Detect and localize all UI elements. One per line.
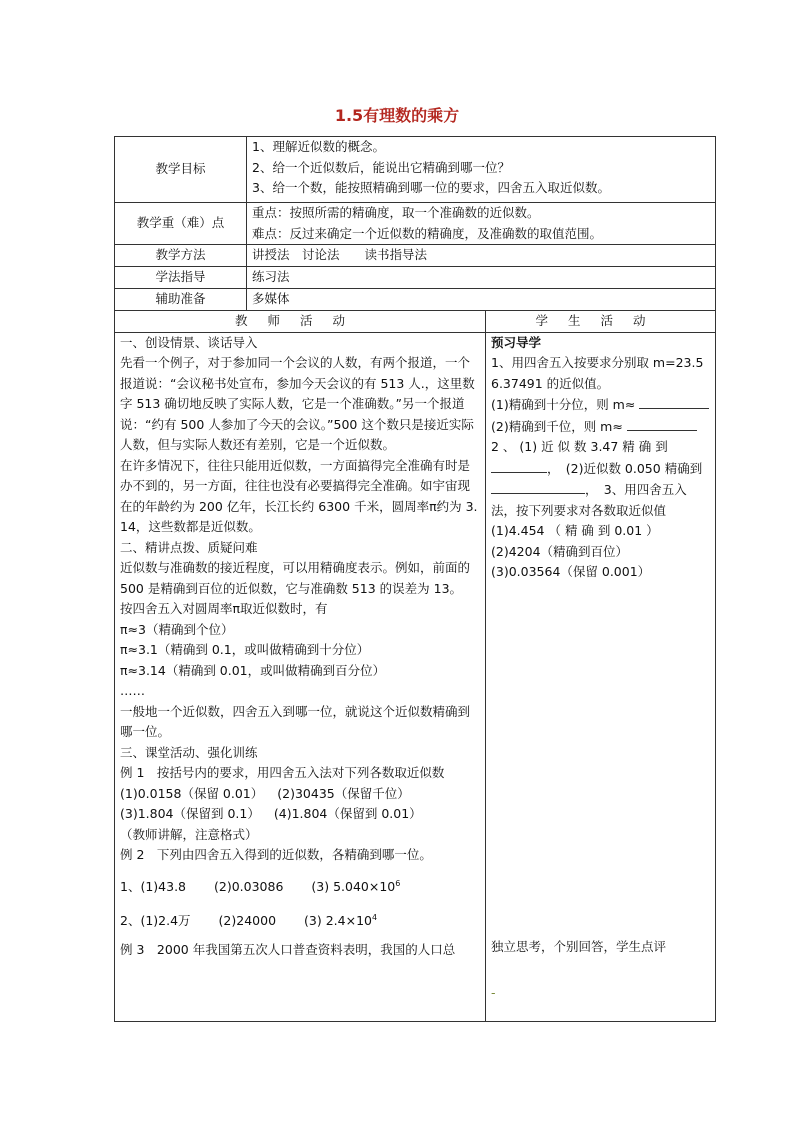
question-text: (2)精确到千位，则 m≈ — [491, 418, 623, 434]
row-key-points — [115, 203, 716, 245]
answer-blank[interactable] — [627, 416, 697, 431]
section-2-paragraph: 一般地一个近似数，四舍五入到哪一位，就说这个近似数精确到哪一位。 — [120, 703, 471, 739]
section-1-title: 一、创设情景、谈话导入 — [120, 334, 258, 350]
example-2-row — [120, 874, 480, 900]
question-1-a — [491, 394, 710, 416]
answer-blank[interactable] — [491, 458, 547, 473]
lesson-plan-table — [114, 136, 716, 1022]
question-text: 2 、 (1) 近 似 数 3.47 精 确 到 — [491, 439, 668, 454]
answer-blank[interactable] — [639, 394, 709, 409]
label-study-guide: 学法指导 — [115, 267, 247, 289]
example-1-note: （教师讲解，注意格式） — [120, 826, 258, 842]
question-3-item: (3)0.03564（保留 0.001） — [491, 564, 651, 579]
example-2-item: (2)0.03086 — [214, 878, 284, 894]
example-2: 例 2 下列由四舍五入得到的近似数，各精确到哪一位。 — [120, 847, 432, 862]
example-1-items — [120, 804, 480, 825]
ellipsis: …… — [120, 683, 145, 698]
value-teaching-method: 讲授法 讨论法 读书指导法 — [247, 245, 716, 267]
row-teaching-goals — [115, 137, 716, 203]
question-text: ， (2)近似数 0.050 精确到 — [547, 460, 703, 476]
key-point-line: 重点：按照所需的精确度，取一个准确数的近似数。 — [252, 205, 540, 220]
row-study-guide — [115, 267, 716, 289]
exponent: 6 — [395, 878, 401, 888]
example-2-row — [120, 908, 480, 934]
student-activity-cell — [486, 332, 716, 1021]
example-2-item: (3) 2.4×10 — [304, 912, 372, 928]
value-teaching-goals — [247, 137, 716, 203]
student-activity-head — [486, 311, 716, 333]
question-1-b — [491, 416, 710, 438]
pi-approximation: π≈3.14（精确到 0.01，或叫做精确到百分位） — [120, 662, 386, 678]
example-1-item: (2)30435（保留千位） — [277, 785, 410, 801]
example-1-item: (1)0.0158（保留 0.01） — [120, 785, 264, 801]
row-aids — [115, 289, 716, 311]
section-2-title: 二、精讲点拨、质疑问难 — [120, 539, 258, 555]
section-1-paragraph: 在许多情况下，往往只能用近似数，一方面搞得完全准确有时是办不到的，另一方面，往往也没有必要搞得完全准确。如宇宙现在的年龄约为 200 亿年，长江长约 6300 千米，圆周率π约为 3.14，这些数都是近似数。 — [120, 457, 478, 534]
example-1-item: (4)1.804（保留到 0.01） — [273, 806, 422, 821]
section-2-paragraph: 近似数与准确数的接近程度，可以用精确度表示。例如，前面的 500 是精确到百位的近似数，它与准确数 513 的误差为 13。 — [120, 560, 471, 596]
row-activities — [115, 332, 716, 1021]
question-3-item: (1)4.454 （ 精 确 到 0.01 ） — [491, 523, 659, 538]
goal-line: 3、给一个数，能按照精确到哪一位的要求，四舍五入取近似数。 — [252, 180, 610, 195]
difficulty-line: 难点：反过来确定一个近似数的精确度，及准确数的取值范围。 — [252, 225, 603, 241]
goal-line: 1、理解近似数的概念。 — [252, 139, 385, 154]
preview-head: 预习导学 — [491, 334, 542, 350]
question-1: 1、用四舍五入按要求分别取 m=23.56.37491 的近似值。 — [491, 355, 704, 391]
example-2-item: 1、(1)43.8 — [120, 878, 186, 894]
value-key-points — [247, 203, 716, 245]
teacher-activity-cell — [115, 332, 486, 1021]
label-key-points: 教学重（难）点 — [115, 203, 247, 245]
goal-line: 2、给一个近似数后，能说出它精确到哪一位？ — [252, 159, 510, 175]
example-2-item: (3) 5.040×10 — [311, 878, 396, 894]
example-2-item: (2)24000 — [218, 912, 277, 928]
teacher-activity-head-text: 教师活动 — [234, 313, 365, 328]
value-study-guide: 练习法 — [247, 267, 716, 289]
row-column-heads — [115, 311, 716, 333]
answer-blank[interactable] — [491, 479, 585, 494]
student-note: 独立思考，个别回答，学生点评 — [491, 938, 667, 954]
section-2-paragraph: 按四舍五入对圆周率π取近似数时，有 — [120, 601, 328, 616]
example-1-item: (3)1.804（保留到 0.1） — [120, 806, 260, 821]
question-text: ， 3、用四舍五入法，按下列要求对各数取近似值 — [491, 482, 687, 518]
label-teaching-goals: 教学目标 — [115, 137, 247, 203]
question-2 — [491, 437, 710, 521]
teacher-activity-head — [115, 311, 486, 333]
student-activity-head-text: 学生活动 — [535, 313, 666, 328]
margin-mark: - — [491, 985, 496, 1000]
question-text: (1)精确到十分位，则 m≈ — [491, 397, 636, 412]
example-2-item: 2、(1)2.4万 — [120, 912, 191, 928]
row-teaching-method — [115, 245, 716, 267]
section-3-title: 三、课堂活动、强化训练 — [120, 744, 258, 760]
pi-approximation: π≈3.1（精确到 0.1，或叫做精确到十分位） — [120, 642, 370, 657]
pi-approximation: π≈3（精确到个位） — [120, 621, 234, 637]
value-aids: 多媒体 — [247, 289, 716, 311]
question-3-item: (2)4204（精确到百位） — [491, 543, 629, 559]
example-3: 例 3 2000 年我国第五次人口普查资料表明，我国的人口总 — [120, 941, 456, 957]
example-1: 例 1 按括号内的要求，用四舍五入法对下列各数取近似数 — [120, 765, 445, 780]
section-1-paragraph: 先看一个例子，对于参加同一个会议的人数，有两个报道，一个报道说：“会议秘书处宣布，参加今天会议的有 513 人.，这里数字 513 确切地反映了实际人数，它是一个准确数。”另一个报道说：“约有 500 人参加了今天的会议。”500 这个数只是接近实际人数，但与实际人数还有差别，它是一个近似数。 — [120, 355, 475, 452]
example-1-items — [120, 784, 480, 805]
exponent: 4 — [371, 912, 378, 922]
page-title: 1.5有理数的乘方 — [334, 106, 460, 125]
label-teaching-method: 教学方法 — [115, 245, 247, 267]
label-aids: 辅助准备 — [115, 289, 247, 311]
